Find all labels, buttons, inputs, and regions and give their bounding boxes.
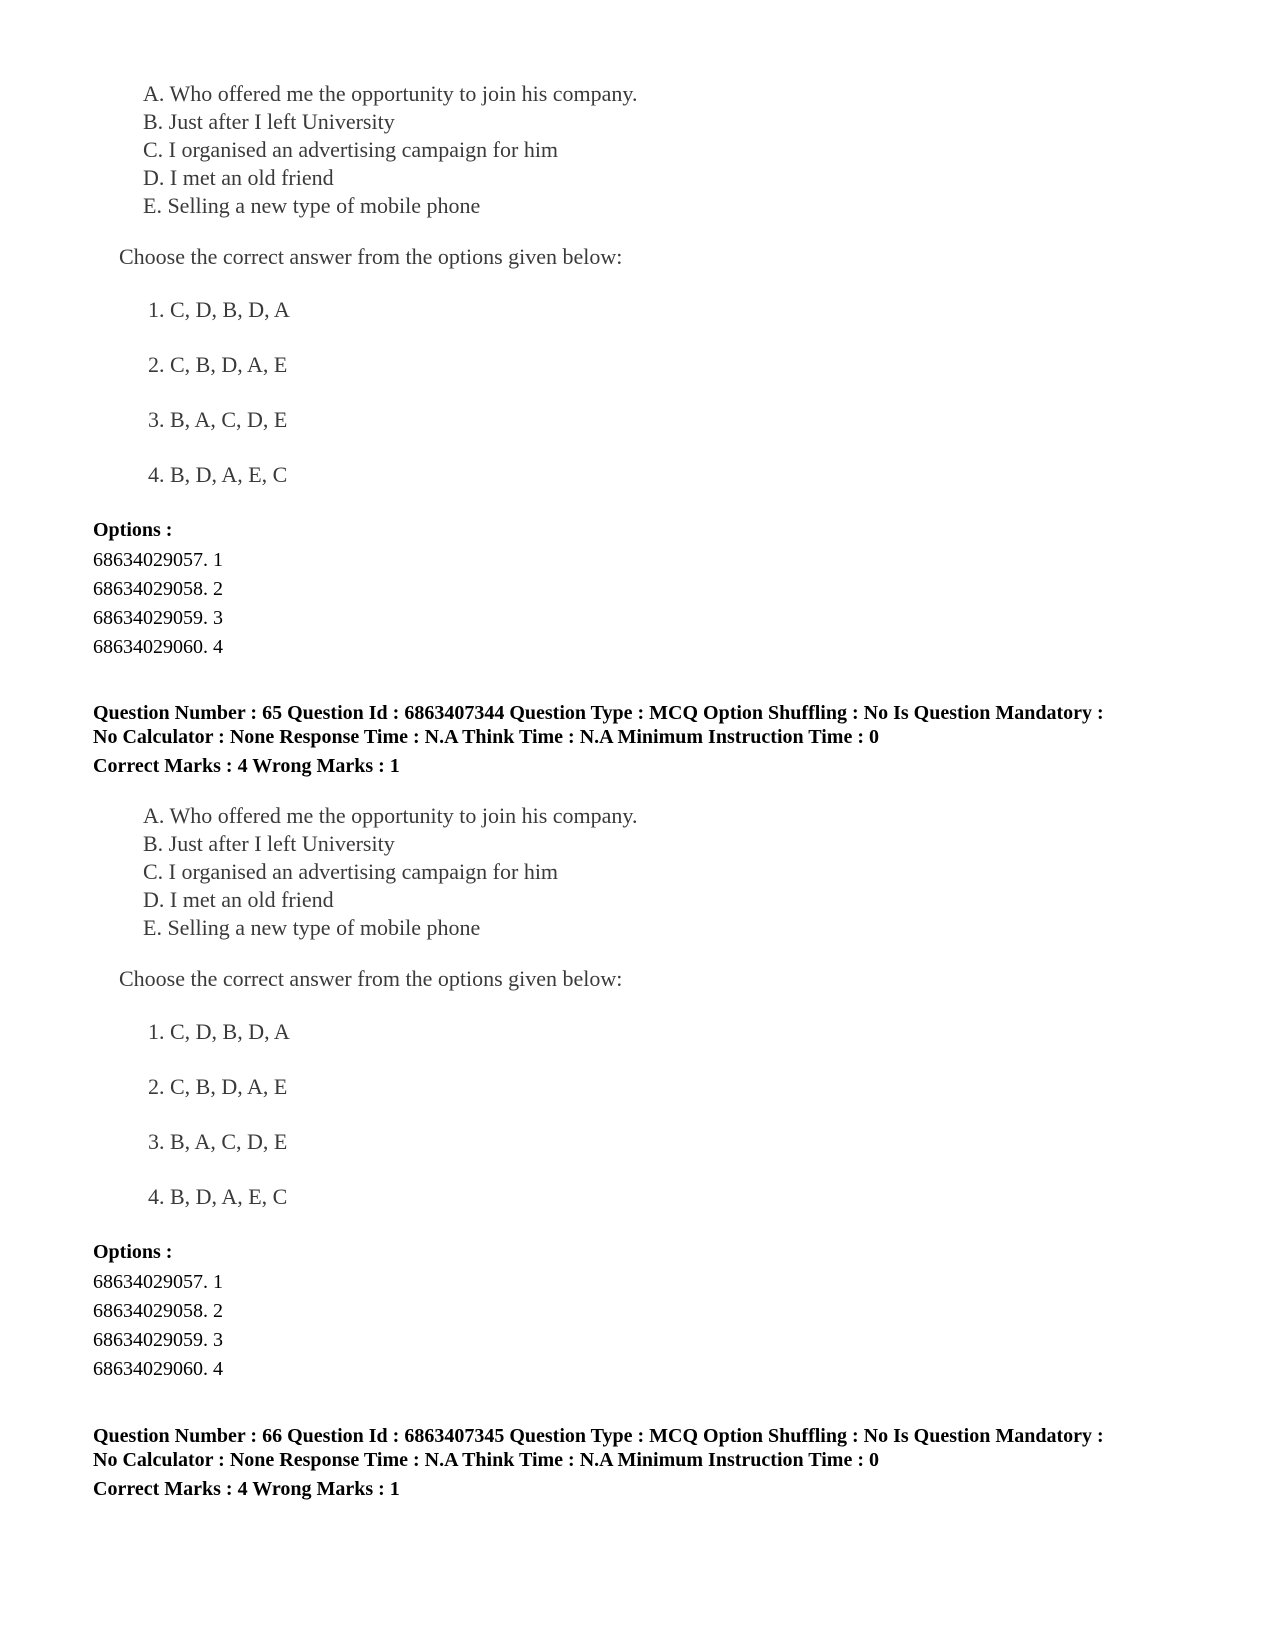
option-id-2: 68634029058. 2 xyxy=(93,578,223,600)
options-label: Options : xyxy=(93,519,173,541)
statement-b: B. Just after I left University xyxy=(143,109,395,134)
question-65-header xyxy=(93,701,1104,778)
statement-c: C. I organised an advertising campaign for him xyxy=(143,137,559,162)
question-marks: Correct Marks : 4 Wrong Marks : 1 xyxy=(93,755,400,777)
question-65-statements xyxy=(143,802,638,942)
answer-choice-4: 4. B, D, A, E, C xyxy=(148,462,288,487)
statement-c: C. I organised an advertising campaign for him xyxy=(143,859,559,884)
option-id-4: 68634029060. 4 xyxy=(93,636,223,658)
answer-choice-1: 1. C, D, B, D, A xyxy=(148,297,290,322)
option-id-3: 68634029059. 3 xyxy=(93,1329,223,1351)
answer-choice-3: 3. B, A, C, D, E xyxy=(148,1129,288,1154)
answer-choices xyxy=(148,296,290,516)
answer-choice-2: 2. C, B, D, A, E xyxy=(148,1074,288,1099)
option-ids xyxy=(93,546,223,662)
question-marks: Correct Marks : 4 Wrong Marks : 1 xyxy=(93,1478,400,1500)
answer-choice-3: 3. B, A, C, D, E xyxy=(148,407,288,432)
statement-d: D. I met an old friend xyxy=(143,887,334,912)
options-label: Options : xyxy=(93,1241,173,1263)
question-meta-line1: Question Number : 66 Question Id : 6863407345 Question Type : MCQ Option Shuffling : No Is Question Mandatory : xyxy=(93,1425,1104,1447)
question-66-header xyxy=(93,1424,1104,1501)
option-id-1: 68634029057. 1 xyxy=(93,1271,223,1293)
answer-choice-4: 4. B, D, A, E, C xyxy=(148,1184,288,1209)
option-id-3: 68634029059. 3 xyxy=(93,607,223,629)
choose-instruction: Choose the correct answer from the options given below: xyxy=(119,966,623,991)
statement-e: E. Selling a new type of mobile phone xyxy=(143,915,481,940)
answer-choice-2: 2. C, B, D, A, E xyxy=(148,352,288,377)
answer-choice-1: 1. C, D, B, D, A xyxy=(148,1019,290,1044)
answer-choices xyxy=(148,1018,290,1238)
option-id-4: 68634029060. 4 xyxy=(93,1358,223,1380)
statement-a: A. Who offered me the opportunity to join his company. xyxy=(143,81,638,106)
statement-a: A. Who offered me the opportunity to join his company. xyxy=(143,803,638,828)
option-ids xyxy=(93,1268,223,1384)
question-64-statements xyxy=(143,80,638,220)
statement-b: B. Just after I left University xyxy=(143,831,395,856)
question-meta-line2: No Calculator : None Response Time : N.A Think Time : N.A Minimum Instruction Time : 0 xyxy=(93,726,879,748)
question-meta-line2: No Calculator : None Response Time : N.A Think Time : N.A Minimum Instruction Time : 0 xyxy=(93,1449,879,1471)
choose-instruction: Choose the correct answer from the options given below: xyxy=(119,244,623,269)
question-meta-line1: Question Number : 65 Question Id : 6863407344 Question Type : MCQ Option Shuffling : No Is Question Mandatory : xyxy=(93,702,1104,724)
statement-d: D. I met an old friend xyxy=(143,165,334,190)
option-id-1: 68634029057. 1 xyxy=(93,549,223,571)
statement-e: E. Selling a new type of mobile phone xyxy=(143,193,481,218)
option-id-2: 68634029058. 2 xyxy=(93,1300,223,1322)
